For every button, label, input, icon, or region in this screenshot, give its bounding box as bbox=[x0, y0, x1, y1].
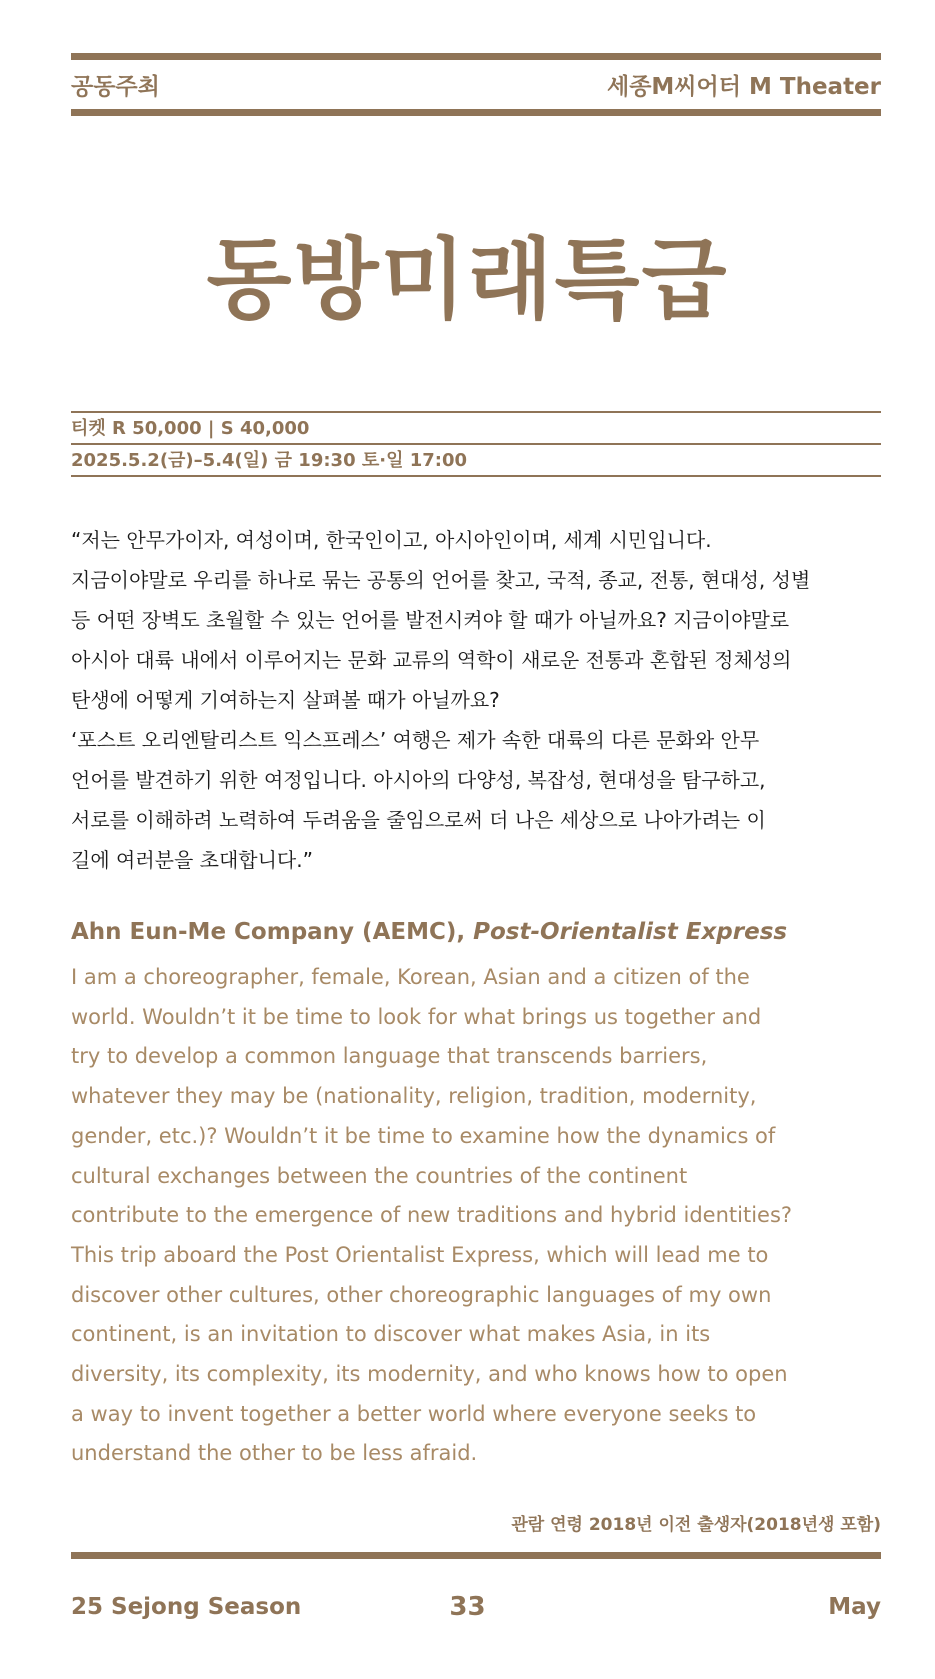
month-label: May bbox=[828, 1594, 881, 1620]
english-line: understand the other to be less afraid. bbox=[71, 1441, 478, 1466]
korean-statement bbox=[71, 520, 886, 880]
english-line: a way to invent together a better world where everyone seeks to bbox=[71, 1401, 757, 1426]
korean-line: ‘포스트 오리엔탈리스트 익스프레스’ 여행은 제가 속한 대륙의 다른 문화와 안무 bbox=[71, 728, 760, 752]
korean-line: 등 어떤 장벽도 초월할 수 있는 언어를 발전시켜야 할 때가 아닐까요? 지금이야말로 bbox=[71, 608, 790, 632]
info-middle-rule bbox=[71, 443, 881, 445]
ticket-price: 티켓 R 50,000 | S 40,000 bbox=[71, 418, 310, 439]
work-title: Post-Orientalist Express bbox=[473, 919, 788, 945]
info-bottom-rule bbox=[71, 475, 881, 477]
performance-title: 동방미래특급 bbox=[206, 228, 729, 331]
english-line: continent, is an invitation to discover what makes Asia, in its bbox=[71, 1322, 711, 1347]
english-line: try to develop a common language that transcends barriers, bbox=[71, 1044, 708, 1069]
co-host-label: 공동주최 bbox=[71, 74, 160, 100]
venue-label: 세종M씨어터 M Theater bbox=[607, 74, 881, 100]
english-heading bbox=[71, 917, 787, 947]
korean-line: 탄생에 어떻게 기여하는지 살펴볼 때가 아닐까요? bbox=[71, 688, 500, 712]
company-name: Ahn Eun-Me Company (AEMC), bbox=[71, 919, 466, 945]
english-line: diversity, its complexity, its modernity, and who knows how to open bbox=[71, 1362, 788, 1387]
header-bottom-rule bbox=[71, 109, 881, 116]
english-line: I am a choreographer, female, Korean, Asian and a citizen of the bbox=[71, 965, 750, 989]
korean-line: 지금이야말로 우리를 하나로 묶는 공통의 언어를 찾고, 국적, 종교, 전통, 현대성, 성별 bbox=[71, 568, 811, 592]
header-top-rule bbox=[71, 53, 881, 60]
english-line: world. Wouldn’t it be time to look for what brings us together and bbox=[71, 1004, 762, 1029]
performance-schedule: 2025.5.2(금)–5.4(일) 금 19:30 토·일 17:00 bbox=[71, 450, 468, 471]
english-line: cultural exchanges between the countries of the continent bbox=[71, 1163, 688, 1188]
english-line: gender, etc.)? Wouldn’t it be time to examine how the dynamics of bbox=[71, 1123, 776, 1148]
english-line: contribute to the emergence of new traditions and hybrid identities? bbox=[71, 1203, 793, 1228]
korean-line: 서로를 이해하려 노력하여 두려움을 줄임으로써 더 나은 세상으로 나아가려는 이 bbox=[71, 808, 766, 832]
korean-line: 아시아 대륙 내에서 이루어지는 문화 교류의 역학이 새로운 전통과 혼합된 정체성의 bbox=[71, 648, 792, 672]
korean-line: 길에 여러분을 초대합니다.” bbox=[71, 848, 313, 872]
english-statement bbox=[71, 958, 886, 1474]
english-line: This trip aboard the Post Orientalist Express, which will lead me to bbox=[71, 1242, 769, 1267]
season-label: 25 Sejong Season bbox=[71, 1594, 302, 1620]
korean-line: “저는 안무가이자, 여성이며, 한국인이고, 아시아인이며, 세계 시민입니다. bbox=[71, 528, 712, 552]
english-line: discover other cultures, other choreographic languages of my own bbox=[71, 1282, 772, 1307]
korean-line: 언어를 발견하기 위한 여정입니다. 아시아의 다양성, 복잡성, 현대성을 탐구하고, bbox=[71, 768, 766, 792]
age-restriction-note: 관람 연령 2018년 이전 출생자(2018년생 포함) bbox=[511, 1515, 881, 1535]
footer-rule bbox=[71, 1552, 881, 1559]
page-number: 33 bbox=[449, 1592, 486, 1622]
info-top-rule bbox=[71, 411, 881, 413]
english-line: whatever they may be (nationality, religion, tradition, modernity, bbox=[71, 1084, 757, 1109]
